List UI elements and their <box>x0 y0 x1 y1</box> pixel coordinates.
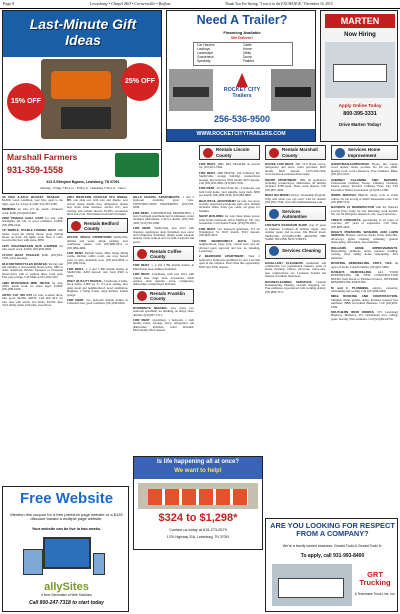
trailer-item: Horse <box>243 47 252 51</box>
classified-ad <box>67 280 128 297</box>
storage-offer: $324 to $1,298* <box>158 512 238 524</box>
marshall-farmers-ad <box>2 10 162 194</box>
classified-ad <box>331 194 398 204</box>
classified-ad <box>199 240 260 254</box>
section-head-services <box>331 145 398 160</box>
classified-ad <box>331 179 398 193</box>
classified-ad <box>331 311 398 321</box>
classified-ad-body: . General housekeeping. Dusting, vacuum, mopping, etc. Free estimates, experienced with working elderly. (931)808-3371. <box>265 279 326 294</box>
classified-ad-body: , 1, 2 and 3 BR mobile homes in Shelbyville. $200 deposit, rent from $500 to $595. <box>67 266 128 278</box>
classified-ad-heading: FOSTER'S RADIATOR SHOP <box>265 223 307 228</box>
marten-phone: 800-395-3331 <box>343 111 377 117</box>
discount-badge-right <box>121 63 159 101</box>
classified-ad-heading: WORK WANTED <box>331 193 356 198</box>
classified-ad-body: . ALL YOUR REMODELING OR NEW CONSTRUCTION NEEDS from Room to Finished Product, INTERIOR REMODELING PAINTING. <box>331 269 398 285</box>
trailer-icon <box>275 87 311 97</box>
free-website-title: Free Website <box>19 490 114 507</box>
classified-ad <box>2 294 63 308</box>
house-icon <box>137 249 147 259</box>
classified-ad-body: : BRICK, block, rock or storm cellars. No job too big or small! Reasonable rates. Call (931)808-5133. <box>331 193 398 205</box>
marshall-headline: Last-Minute Gift Ideas <box>29 16 137 48</box>
classified-ad-heading: FOR RENT <box>199 186 215 191</box>
page-header <box>0 0 400 9</box>
broom-icon <box>269 246 279 256</box>
allysites-brand: allySites <box>44 581 89 593</box>
grt-headline: ARE YOU LOOKING FOR RESPECT FROM A COMPANY? <box>270 521 395 539</box>
marten-truck-photo <box>325 42 395 98</box>
section-head-label: Rentals Bedford County <box>84 220 119 231</box>
classified-ad <box>2 282 63 292</box>
classified-ad-heading: 16' SIMPLE, STABLE FISHING BOAT <box>2 228 57 233</box>
classified-ad-body: , very clean, two bedroom apartment, no drinking, no drugs, share utilities. (931)607-1313. <box>133 305 194 317</box>
tool-box-icon <box>61 107 111 129</box>
classified-ad-body: , electric, carpentry, remodeling and roofing. Call (931)389-9000. <box>331 285 398 293</box>
storage-banner <box>134 457 262 479</box>
classified-ad <box>133 319 194 333</box>
devices-illustration <box>23 537 109 577</box>
classified-ad-heading: MINIBIKE <box>2 207 16 212</box>
classified-ad-body: . Professional Chimney Sweep. Chimney Cleaning, Inserts pulled, Prevents Chimney Fires. Dry Fire Preventive Shield. Guaranteed. (931)581-3180. <box>331 177 398 192</box>
classified-ad <box>265 281 326 295</box>
classified-ad-heading: SOUTHERN IRON WORKS <box>331 310 374 315</box>
trailer-headline: Need A Trailer? <box>196 13 288 27</box>
wrench-icon <box>269 209 279 219</box>
marshall-address: 613 S.Ellington Bypass, Lewisburg, TN 37091 <box>46 180 120 184</box>
classified-ad-body: , residential and commercial, two professional cleaners, years of house cleaning, offices, move-ins, move-outs, new constructions, etc. Licensed, bonded and insured. Excellent references. <box>265 260 326 279</box>
trailer-item: Dump <box>243 55 252 59</box>
classified-ad-heading: FOR RENT <box>133 210 149 215</box>
trailer-list-box <box>193 42 293 66</box>
classified-ad <box>199 228 260 238</box>
trailer-url: WWW.ROCKETCITYTRAILERS.COM <box>167 129 315 141</box>
storage-unit-icon <box>148 489 248 505</box>
discount-right-text: 25% OFF <box>125 78 155 86</box>
phone-icon <box>93 553 105 575</box>
classified-ad <box>2 245 63 252</box>
classified-ad-body: , $200. (931)581-7293, leave message. <box>2 252 63 261</box>
classified-column-3 <box>133 196 194 455</box>
classified-ad <box>2 254 63 261</box>
classified-ad <box>331 295 398 309</box>
section-head-rentals <box>133 289 194 304</box>
classified-ad-body: , 30 West Point Dr., 3 bedroom, one bath brick home, yard suitable, large deck, $895 per month. (931)484-2546, (931)484-8895. <box>199 186 260 198</box>
trailer-item: Flatbed <box>243 59 254 63</box>
marshall-store-name: Marshall Farmers <box>7 152 78 162</box>
storage-address: 1700 Highway 31A, Lewisburg, TN 37091 <box>166 535 230 539</box>
section-head-label: Rentals Franklin County <box>150 291 186 302</box>
section-head-rentals <box>67 218 128 233</box>
trailer-item: Cattle <box>243 43 252 47</box>
grt-truck-photo <box>272 564 352 606</box>
classified-ad-heading: SHOP BUILDING <box>199 214 224 219</box>
grt-brand: GRT Trucking <box>359 570 391 588</box>
classified-ad <box>133 307 194 317</box>
classified-ad <box>331 271 398 285</box>
classified-ad-body: , Lynchburg, 1 bedroom, 1 bath mobile home, acreage, stove, refrigerator and dishwasher included, water included, $425/month, $325 deposit. <box>133 317 194 333</box>
section-head-services <box>265 244 326 259</box>
classified-ad-body: , Shelbyville, new 2015 with fireplace, appliances, deck, furnished, area, stove and refrigerator furnished, dining room, separate laundry room, walk-in and 1/2 bath, backyard and porch. <box>133 226 194 244</box>
classified-ad-body: , specializing in all types of concrete. 20+ years of experience. Call Dale, (931)993-4200. <box>331 217 398 229</box>
allysites-tagline: A New Generation of Web Solutions <box>41 593 92 597</box>
classified-ad-heading: FOR RENT <box>67 297 84 302</box>
classified-ad-body: , 2BD HOUSE, 234 Cemetary Rd, Shelbyville, storage building, washer/dryer hookup, big backyard. $795 month. $675 deposit. Call (931)433-3965, (931)993-7036. <box>199 170 260 186</box>
section-head-rentals <box>265 145 326 160</box>
classified-ad <box>2 196 63 206</box>
classified-ad-heading: ONLY QUALITY RENTAL <box>67 278 103 283</box>
classified-ad-heading: FOR RENT <box>199 170 216 175</box>
trailer-item: Specialty <box>197 59 211 63</box>
grt-trucking-ad <box>265 518 398 612</box>
classified-ad-heading: MIKE ROOFING AND CONSTRUCTION <box>331 294 398 299</box>
classified-ad-heading: ROOFING, REMODELING, VINYL, TILE <box>331 261 392 266</box>
hammer-icon <box>335 148 345 158</box>
classified-ad-body: , over 37 years in business. Collision & radiator repair, new radiator repair and re-cores. Jim Harold Road. Shelbyville. (931)684-5580. AROUND THE YARD. SECOND NEW STREET. <box>265 223 326 242</box>
trailer-delivery: We Deliver! <box>231 35 253 40</box>
trailer-item: Landscape <box>197 51 214 55</box>
marten-slogan: Apply Online Today <box>338 103 382 108</box>
classified-ad-heading: FOR RENT <box>67 266 84 271</box>
trailer-item: Utility <box>243 51 252 55</box>
classified-ad <box>133 212 194 226</box>
trailer-item: Car Haulers <box>197 43 215 47</box>
classified-ad-heading: DOLE'S PRESSURE WASHING AND LAWN SERVICE <box>331 229 398 238</box>
classified-ad <box>265 163 326 177</box>
classified-ad-body: with trailer, wood fin rolling motor, good trolling motor on front. All lights work. New 9 volts. Good trailer tires with spare. $850. <box>2 228 63 243</box>
classified-column-6 <box>331 145 398 515</box>
classified-ad-body: , 200 1/2% Hazel Grove, refrigerator and stove, water provided, $625 month, $625 deposit. 1-615-504-1929, www.facebook.com/shoolbale/realty. <box>265 162 326 177</box>
classified-ad-body: for sale, needs work. $1000. (931)639-0092. <box>2 243 63 252</box>
discount-left-text: 15% OFF <box>11 98 41 106</box>
section-head-label: Rentals Coffee County <box>150 248 182 259</box>
classified-ad-heading: RENT NO MORE! <box>265 193 290 198</box>
classified-ad <box>199 200 260 214</box>
classified-ad-heading: 3X RED 3-AXLE BUCKET TRAILER <box>2 196 60 199</box>
classified-column-1 <box>2 196 63 483</box>
marshall-phone: 931-359-1558 <box>7 165 64 175</box>
classified-ad-heading: 1975 VOLKSWAGEN BUS CAMPER <box>2 243 58 248</box>
classified-ad <box>67 196 128 216</box>
classified-ad-body: , 2BD, 2BA TRAILER on private lot. (931)631-7964. <box>199 162 260 170</box>
classified-ad-body: . $2,000. Good condition, year first, open to the right, open for 3 days, $1,200. 931-205-4180. <box>2 196 63 206</box>
classified-ad-heading: FOR RENT <box>133 272 150 277</box>
classified-ad-heading: HOUSE FOR RENT <box>265 162 294 166</box>
allysites-phone: Call 800-247-7318 to start today <box>29 600 104 606</box>
classified-ad <box>331 219 398 229</box>
classified-ad <box>199 215 260 225</box>
classified-ad-body: for sale, 4-wheel drive, runs good, $4,000. ARTIC CAT 400 ATV for sale, tires with winch, low hours, $3,500. Also 5x10 utility trailer with rails, wood floor. <box>2 292 63 307</box>
gift-product-photo <box>41 59 127 139</box>
classified-ad-heading: FOR RENT <box>199 226 216 231</box>
classified-ad-heading: EXCELLENT CLEANERS <box>265 260 303 265</box>
classified-ad-body: for rent, three phase power, paint booth, bathroom, office, Highway 130, very reasonable. Call Charlie Frank, (256)759-2891. <box>199 214 260 226</box>
classified-ad-heading: 1983 MITSUBISHI MINI TRUCK <box>2 280 50 285</box>
classified-ad-body: , 1 and 2 bedroom available, great view. CONSTRUCTION PROPERTIES (931)728-1808. <box>133 196 194 210</box>
classified-ad-heading: 17-OUT BOAT TRAILER <box>2 252 39 257</box>
grt-sub: We're a family owned business. Gerald Todd & Gerald Todd Jr. <box>282 544 383 548</box>
classified-ad <box>265 224 326 241</box>
discount-badge-left <box>7 83 45 121</box>
house-icon <box>137 291 147 301</box>
classified-ad-body: for sale, with headlights, 48 volt, in good condition. $1,800. (931)389-6242. <box>2 216 63 227</box>
classified-ad <box>2 263 63 280</box>
classified-ad <box>2 208 63 215</box>
classified-ad <box>199 172 260 186</box>
section-head-rentals <box>133 246 194 261</box>
classified-ad <box>133 273 194 287</box>
grt-address: A Tennessee Truck Line, Inc. <box>354 592 396 596</box>
classified-ad <box>67 236 128 250</box>
free-website-body: Mention this coupon for a free premium page website or a $125 discount toward a multiple page website. <box>10 512 123 522</box>
marten-ad <box>320 10 398 142</box>
classified-ad <box>331 247 398 261</box>
classified-ad-heading: SHORT APARTMENT <box>265 177 297 182</box>
tablet-icon <box>23 549 43 575</box>
classified-ad <box>2 229 63 243</box>
classified-ad-heading: ROOMMATE NEEDED <box>133 305 167 310</box>
classified-ad-body: , two bedroom apartment, 513 W. Washington St. $525 month, $525 deposit. (931)993-4915. <box>199 226 260 238</box>
classified-ad-heading: M and F PLUMBING <box>331 285 369 290</box>
classified-ad-body: for rent, two story, recently renovated townhouse style, ALL utilities included. Water, trash, gas, cable, cut grass, for families. <box>199 198 260 213</box>
classified-ad-heading: FOR RENT <box>199 162 216 166</box>
self-storage-ad <box>133 456 263 550</box>
classified-ad-heading: FOR RENT <box>133 263 150 268</box>
classified-ad <box>331 163 398 177</box>
classified-ad-body: , two bedroom mobile homes in Cathedral area, good condition. (931)639-9060. <box>67 297 128 306</box>
marshall-store-banner <box>3 149 162 179</box>
section-head-label: Rentals Lincoln County <box>216 147 250 158</box>
classified-ad-body: , one slide out, with sofa and dinette, new swivel chairs, double door refrigerator, Queen bed, fresh foam mattress, ducted A/C, new awning, and outside shower. $5,995. Gooseneck hitch and 2 ton. Pull behind truck hitch included. <box>67 198 128 217</box>
trailer-phone: 256-536-9500 <box>213 114 271 124</box>
classified-ad-heading: FOR RENT <box>133 226 151 231</box>
marten-title: Now Hiring <box>344 32 376 38</box>
rocket-city-trailer-ad <box>166 10 316 142</box>
classified-ad-heading: TREE'S CONCRETE <box>331 217 361 222</box>
classified-ad-body: . Shingles, metal, gutters, decks, licensed, insured, free estimates. BBB Accredited Business. Call (931)639-1996. <box>331 294 398 309</box>
classified-column-4 <box>199 145 260 455</box>
classified-ad-heading: FOR RENT <box>133 317 150 322</box>
section-head-label: Services Home Improvement <box>348 147 381 158</box>
house-icon <box>203 148 213 158</box>
truck-icon <box>278 578 344 598</box>
classified-ad <box>331 206 398 216</box>
page-number: Page 8 <box>3 1 15 6</box>
storage-banner-top: Is life happening all at once? <box>156 459 239 465</box>
trailer-item: Gooseneck <box>197 55 214 59</box>
rocket-icon <box>236 73 248 87</box>
marshall-hours: Monday - Friday 7:30 a.m. - 5:00 p.m. • Saturday 7:30 a.m. - Noon <box>40 186 126 190</box>
trailer-brand: ROCKET CITY Trailers <box>223 87 261 100</box>
grt-apply: To apply, call 931-993-8400 <box>300 553 365 559</box>
storage-banner-sub: We want to help! <box>174 468 222 474</box>
classified-ad-body: , Near 2 bedroom/1 bathroom apartment for rent. Last unit open in the complex. Don't miss this opportunity. $595 rent, $595 deposit. <box>199 254 260 269</box>
classified-ad-body: , 1BR, all appliances including washer/dryer, dishwasher, all utilities included. $180/week. Three week deposit. Call (931)607-4090. <box>265 177 326 192</box>
classified-ad <box>265 194 326 204</box>
classified-ad <box>133 196 194 210</box>
trailer-photo-right <box>271 69 315 111</box>
house-icon <box>71 221 81 231</box>
section-head-label: Services Automotive <box>282 208 307 219</box>
classified-ad-body: , Pulaski Street, 2BA, living dining rooms, kitchen, utility room, one acre, fenced yard, no pets. Available soon. (931)224-6009 or (931)389-9542. <box>67 251 128 266</box>
classified-ad-body: , 575 Lewisburg Highway, Mulberry, TN. Ornamental iron, railing, gates, fencing. Free estimates. Call (931)993-9726. <box>331 310 398 321</box>
house-icon <box>269 148 279 158</box>
monitor-icon <box>43 537 91 569</box>
classified-ad-heading: BEAUTIFUL APARTMENT <box>199 198 237 203</box>
classified-ad-body: with the Nation's Lowest Price today for any inheriting work needed. We can fix fiberglass, sheetrock, tile, wood and more. <box>331 205 398 217</box>
marten-brand: MARTEN <box>325 14 395 28</box>
classified-ad-body: , all types of decks. Custom builder. (931)451-3806. <box>331 261 398 269</box>
classified-ad-body: . Remodeling, additions, decks, pressure washing, roofing, vinyl siding, home remodeling. Free estimates. <box>331 245 398 260</box>
classified-ad <box>67 252 128 266</box>
classified-ad-heading: 2004 WESTERN COUGAR 5TH WHEEL RV <box>67 196 128 203</box>
classified-ad-heading: TWO BEDROOM/1.5 BATH <box>199 238 247 243</box>
classified-ad-heading: NATION'S #1 REINSPECTOR <box>331 205 374 210</box>
classified-ad <box>265 262 326 279</box>
section-head-services <box>265 206 326 221</box>
classified-ad <box>331 231 398 245</box>
classified-ad <box>265 179 326 193</box>
section-head-label: Services Cleaning <box>282 248 321 254</box>
trailer-financing: Financing Available <box>223 30 261 35</box>
classified-ad-heading: 2 BEDROOM APARTMENT <box>199 254 244 259</box>
classified-ad <box>331 262 398 269</box>
classified-ad-heading: 2008 YAMAHA GOLF CART <box>2 216 44 221</box>
classified-ad-heading: FOR RENT <box>67 251 84 256</box>
section-head-label: Rentals Marshall County <box>282 147 318 158</box>
classified-ad-body: , 3 bedroom, 2 baths, brick home, 2,000 sq. ft., 6.7-acre setting, nice quiet street and neighborhood, good ventilation. Brighton, 2 living rooms, large kitchen, double garage. <box>67 278 128 297</box>
classified-ad <box>331 287 398 294</box>
classified-ad-heading: ARTIC CAT 300 ATV <box>2 292 33 297</box>
classified-ad <box>67 268 128 278</box>
classified-ad-heading: CHIMNEY CLEANING AND REPAIRS <box>331 177 398 182</box>
classified-ad <box>199 187 260 197</box>
classified-ad-heading: HILLS CHAPEL APARTMENTS <box>133 196 180 199</box>
free-website-ad <box>2 486 129 612</box>
page-tagline: Thank You For Saying, "I saw it in the EXCHANGE," December 16, 2015 <box>225 2 333 6</box>
classified-ad-heading: HANDYMAN-CARPENTER <box>331 162 369 166</box>
classified-ad-body: Shelbyville, utilities and water, ample parking, near courthouse square. Call (931)680-0011 or (931)684-4996. <box>67 235 128 250</box>
rocket-city-logo <box>217 73 267 107</box>
marten-cta: Drive Marten Today! <box>339 122 381 127</box>
classified-ad <box>2 217 63 227</box>
classified-column-2 <box>67 196 128 483</box>
classified-ad <box>133 227 194 244</box>
classified-ad-heading: OLD MOTORCYCLES WANTED <box>2 261 47 266</box>
classified-ad-body: , Lynchburg, both new 2015 with central heat, large deck, downstairs, small outdoor deck upstairs, stove, refrigerator, dishwasher, washer/dryer included. <box>133 272 194 287</box>
classified-ad <box>199 255 260 269</box>
classified-ad-body: , family neighborhood, large yard, central heat and air, allowed upon approval and fee, no smoking, Lewisburg. <box>199 238 260 253</box>
classified-column-5 <box>265 145 326 455</box>
trailer-icon <box>173 87 209 97</box>
classified-ad-body: for sale, 4WD, needs work, no street legal. $1,800. (931)389-6100. <box>2 280 63 292</box>
storage-photo <box>138 483 258 509</box>
classified-ad-body: , 1, 2 and 3 BR mobile homes, in Manchester area, utilities furnished. <box>133 263 194 271</box>
truck-icon <box>333 64 387 82</box>
page-region: Lewisburg • Chapel Hill • Cornersville • Belfast <box>90 1 171 6</box>
classified-ad-body: Own it. Ownership Program. Why rent when you can own? Call for details! (931)581-7349, www.affordabletennessee.com. <box>265 193 326 205</box>
trailer-item: Lowboys <box>197 47 211 51</box>
classified-ad <box>199 163 260 170</box>
classified-ad-heading: DASHE'S REMODELING <box>331 269 372 274</box>
marshall-logo <box>115 153 159 177</box>
classified-ad-body: , CONTINENTAL PROPERTIES, 1 and 2 bedroom apartments and townhouses, water included. Manchester. Call for details. (931)728-5495, (931)728-1808. <box>133 210 194 225</box>
section-head-rentals <box>199 145 260 160</box>
storage-cta: Contact us today at 615-273-0579 <box>169 528 227 532</box>
classified-ad-heading: OFFICE SPACE DOWNTOWN <box>67 235 112 240</box>
classified-ad-heading: WILLIAMS HOME IMPROVEMENTS <box>331 245 398 250</box>
classified-ad-body: . We buy and sell running or non-running motorcycles, 1982 or older. American, British, Japanese or European motorcycles with or without titles. Cash paid. Fair, easy pickup. Call Mike at 615-260-7292. <box>2 261 63 280</box>
classified-ad <box>133 264 194 271</box>
classified-ad-body: for sale. 6.5 hp, needs carburetor work. $200. (931)639-0400. <box>2 207 63 215</box>
classified-ad-body: . Houses, concrete, decks, brick, sidewalks, driveways, gutter cleaning, trimming, general landscaping. Affordable, free estimates. <box>331 233 398 245</box>
classified-ad <box>67 299 128 306</box>
trailer-photo-left <box>169 69 213 111</box>
classified-ad-body: . Floors, tile, carpet, wood repairs, decks, porches. No job too small. Quality work, local references. Free estimates. Mike, (931)312-9321. <box>331 162 398 177</box>
classified-ad-heading: HOUSECLEANING SERVICES <box>265 279 312 284</box>
chainsaw-icon <box>51 71 111 99</box>
free-website-sub: Your website can be live in two weeks. <box>31 527 102 531</box>
